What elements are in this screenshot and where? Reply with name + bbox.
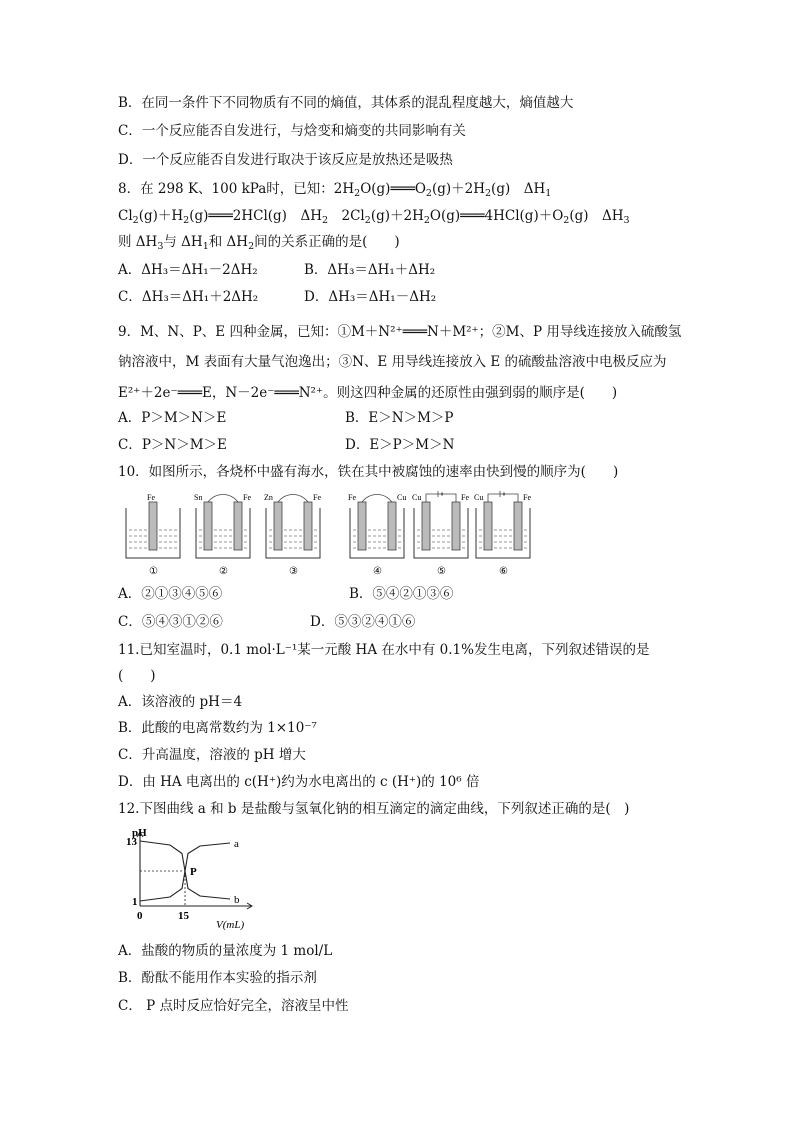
electrode-label-right: Fe <box>243 493 251 502</box>
beaker-5 <box>412 491 469 577</box>
beaker-6 <box>474 491 531 577</box>
q9-line-1: 9．M、N、P、E 四种金属，已知：①M＋N²⁺═══N＋M²⁺；②M、P 用导线连接放入硫酸氢 <box>118 324 682 340</box>
q10-option-b: B．⑤④②①③⑥ <box>349 586 454 602</box>
q10-beaker-figure <box>118 490 538 580</box>
electrode-label: Fe <box>147 493 155 502</box>
electrode-left <box>422 502 430 550</box>
series-b-line <box>140 841 230 899</box>
electrode-label-right: Fe <box>313 493 321 502</box>
q9-option-b: B．E＞N＞M＞P <box>345 410 454 426</box>
wire <box>208 495 238 503</box>
q12-option-c: C． P 点时反应恰好完全，溶液呈中性 <box>118 998 349 1014</box>
wire <box>362 495 392 503</box>
electrode-label-left: Fe <box>348 493 356 502</box>
electrode-left <box>204 502 212 550</box>
beaker-3 <box>264 493 321 577</box>
q11-option-c: C．升高温度，溶液的 pH 增大 <box>118 747 306 763</box>
beaker-number: ⑤ <box>437 566 446 577</box>
electrode-label-left: Zn <box>264 493 273 502</box>
q8-question: 则 $\Delta H_3$与 $\Delta H_1$和 $\Delta H_2$间的关系正确的是( ) <box>118 234 400 252</box>
electrode-right <box>452 502 460 550</box>
beaker-number: ② <box>219 566 228 577</box>
beaker-number: ④ <box>373 566 382 577</box>
q9-option-c: C．P＞N＞M＞E <box>118 437 227 453</box>
wire <box>278 495 308 503</box>
electrode-left <box>358 502 366 550</box>
q8-option-d: D．ΔH₃＝ΔH₁－ΔH₂ <box>304 289 437 305</box>
titration-chart <box>112 824 272 936</box>
q8-option-b: B．ΔH₃＝ΔH₁＋ΔH₂ <box>304 262 436 278</box>
q11-stem: 11.已知室温时，0.1 mol·L⁻¹某一元酸 HA 在水中有 0.1%发生电离，下列叙述错误的是 <box>118 642 650 658</box>
electrode-label-left: Sn <box>194 493 203 502</box>
q9-option-a: A．P＞M＞N＞E <box>118 410 227 426</box>
beaker-number: ③ <box>289 566 298 577</box>
q8-option-a: A．ΔH₃＝ΔH₁－2ΔH₂ <box>118 262 258 278</box>
beaker-2 <box>194 493 251 577</box>
electrode-right <box>304 502 312 550</box>
x-axis-label: V(mL) <box>216 919 245 931</box>
q7-option-c: C．一个反应能否自发进行，与焓变和熵变的共同影响有关 <box>118 123 466 139</box>
electrode-left <box>274 502 282 550</box>
point-p-label: P <box>190 866 197 878</box>
electrode-right <box>234 502 242 550</box>
q11-option-a: A．该溶液的 pH＝4 <box>118 694 243 710</box>
q12-option-b: B．酚酞不能用作本实验的指示剂 <box>118 970 317 986</box>
electrode-right <box>514 502 522 550</box>
q9-line-3: E²⁺＋2e⁻═══E，N－2e⁻═══N²⁺。则这四种金属的还原性由强到弱的顺序是( ) <box>118 385 618 401</box>
electrode <box>149 502 157 550</box>
q7-option-b: B．在同一条件下不同物质有不同的熵值，其体系的混乱程度越大，熵值越大 <box>118 95 574 111</box>
q10-stem: 10．如图所示，各烧杯中盛有海水，铁在其中被腐蚀的速率由快到慢的顺序为( ) <box>118 464 619 480</box>
q11-paren: ( ) <box>118 668 156 684</box>
q9-line-2: 钠溶液中，M 表面有大量气泡逸出；③N、E 用导线连接放入 E 的硫酸盐溶液中电极反应为 <box>118 354 667 370</box>
wire <box>426 494 456 502</box>
q12-stem: 12.下图曲线 a 和 b 是盐酸与氢氧化钠的相互滴定的滴定曲线，下列叙述正确的是( ) <box>118 801 630 817</box>
y-axis-label: pH <box>132 827 147 839</box>
x-tick-label: 0 <box>137 910 143 922</box>
q8-stem: 8．在 298 K、100 kPa时，已知：$2H_2O(g)═══O_2(g)+2H_2(g)$ $\Delta H_1$ <box>118 181 552 199</box>
wire <box>488 494 518 502</box>
q12-option-a: A．盐酸的物质的量浓度为 1 mol/L <box>118 943 333 959</box>
q11-option-d: D．由 HA 电离出的 c(H⁺)约为水电离出的 c (H⁺)的 10⁶ 倍 <box>118 774 480 790</box>
beaker-4 <box>348 493 406 577</box>
q7-option-d: D．一个反应能否自发进行取决于该反应是放热还是吸热 <box>118 152 453 168</box>
q11-option-b: B．此酸的电离常数约为 1×10⁻⁷ <box>118 720 317 736</box>
electrode-label-right: Fe <box>461 493 469 502</box>
q9-option-d: D．E＞P＞M＞N <box>345 437 455 453</box>
series-a-label: a <box>234 838 239 850</box>
electrode-right <box>388 502 396 550</box>
q10-option-d: D．⑤③②④①⑥ <box>310 614 416 630</box>
electrode-label-left: Cu <box>474 493 484 502</box>
q8-option-c: C．ΔH₃＝ΔH₁＋2ΔH₂ <box>118 289 259 305</box>
q10-option-c: C．⑤④③①②⑥ <box>118 614 223 630</box>
electrode-label-right: Fe <box>523 493 531 502</box>
x-tick-label: 15 <box>178 910 189 922</box>
series-b-label: b <box>234 894 240 906</box>
beaker-number: ① <box>149 566 158 577</box>
q8-equations: $Cl_2(g)+H_2(g)═══2HCl(g)$ $\Delta H_2$ $2Cl_2(g)+2H_2O(g)═══4HCl(g)+O_2(g)$ $\Delta H_3$ <box>118 208 630 226</box>
y-tick-label: 1 <box>132 896 138 908</box>
q10-option-a: A．②①③④⑤⑥ <box>118 586 223 602</box>
beaker-number: ⑥ <box>499 566 508 577</box>
electrode-left <box>484 502 492 550</box>
y-tick-label: 13 <box>126 836 137 848</box>
electrode-label-left: Cu <box>412 493 422 502</box>
electrode-label-right: Cu <box>397 493 407 502</box>
beaker-1 <box>126 493 180 577</box>
